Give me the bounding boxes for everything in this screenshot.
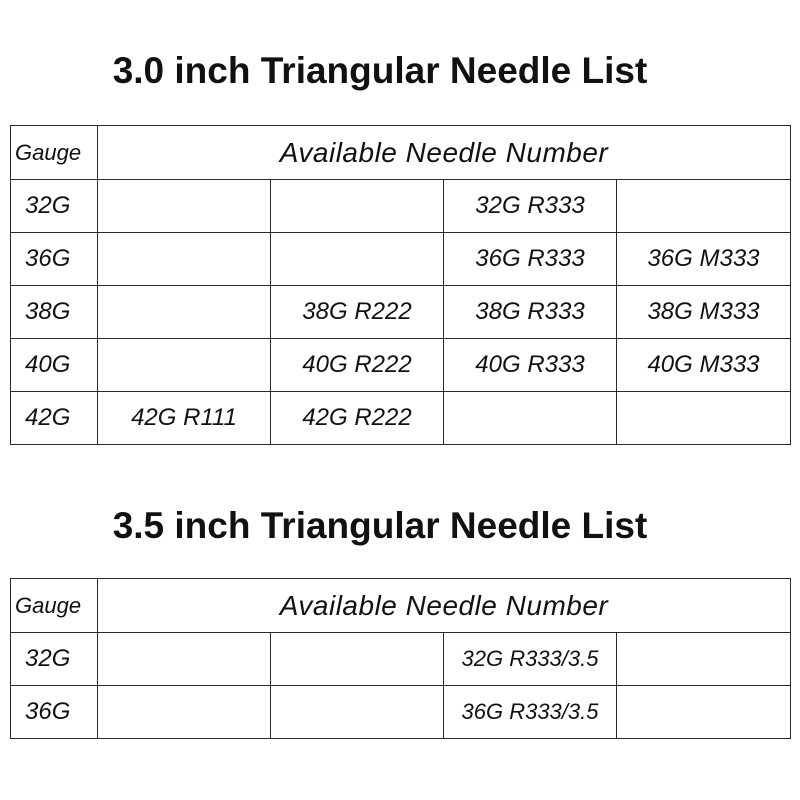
table-row xyxy=(11,339,791,392)
needle-cell xyxy=(98,633,271,686)
table-row xyxy=(11,633,791,686)
needle-cell xyxy=(617,686,791,739)
needle-cell xyxy=(617,633,791,686)
needle-cell xyxy=(617,180,791,233)
table-row xyxy=(11,233,791,286)
needle-cell: 40G R222 xyxy=(271,339,444,392)
needle-table-3-5-inch xyxy=(10,578,791,739)
gauge-cell: 32G xyxy=(11,180,98,233)
gauge-cell: 32G xyxy=(11,633,98,686)
table-row xyxy=(11,392,791,445)
needle-cell: 36G R333/3.5 xyxy=(444,686,617,739)
table-row xyxy=(11,286,791,339)
gauge-cell: 38G xyxy=(11,286,98,339)
available-needle-header: Available Needle Number xyxy=(98,126,791,180)
needle-cell xyxy=(98,686,271,739)
needle-cell xyxy=(271,180,444,233)
gauge-cell: 40G xyxy=(11,339,98,392)
needle-cell xyxy=(98,339,271,392)
needle-cell xyxy=(271,233,444,286)
table-row xyxy=(11,686,791,739)
needle-cell: 32G R333 xyxy=(444,180,617,233)
needle-cell: 38G R222 xyxy=(271,286,444,339)
gauge-column-header: Gauge xyxy=(11,126,98,180)
needle-cell: 40G R333 xyxy=(444,339,617,392)
needle-table-3-0-inch xyxy=(10,125,791,445)
needle-cell: 42G R111 xyxy=(98,392,271,445)
needle-cell: 32G R333/3.5 xyxy=(444,633,617,686)
table-row xyxy=(11,180,791,233)
gauge-column-header: Gauge xyxy=(11,579,98,633)
available-needle-header: Available Needle Number xyxy=(98,579,791,633)
needle-cell xyxy=(271,686,444,739)
table-header-row xyxy=(11,126,791,180)
needle-cell: 42G R222 xyxy=(271,392,444,445)
table-title: 3.0 inch Triangular Needle List xyxy=(112,50,648,91)
needle-cell xyxy=(444,392,617,445)
gauge-cell: 36G xyxy=(11,686,98,739)
needle-cell xyxy=(271,633,444,686)
needle-cell: 36G M333 xyxy=(617,233,791,286)
needle-cell: 38G M333 xyxy=(617,286,791,339)
needle-cell xyxy=(98,233,271,286)
gauge-cell: 36G xyxy=(11,233,98,286)
table-header-row xyxy=(11,579,791,633)
needle-cell: 38G R333 xyxy=(444,286,617,339)
needle-cell xyxy=(617,392,791,445)
gauge-cell: 42G xyxy=(11,392,98,445)
needle-cell: 36G R333 xyxy=(444,233,617,286)
table-title: 3.5 inch Triangular Needle List xyxy=(112,505,648,546)
needle-cell xyxy=(98,180,271,233)
needle-cell xyxy=(98,286,271,339)
needle-cell: 40G M333 xyxy=(617,339,791,392)
